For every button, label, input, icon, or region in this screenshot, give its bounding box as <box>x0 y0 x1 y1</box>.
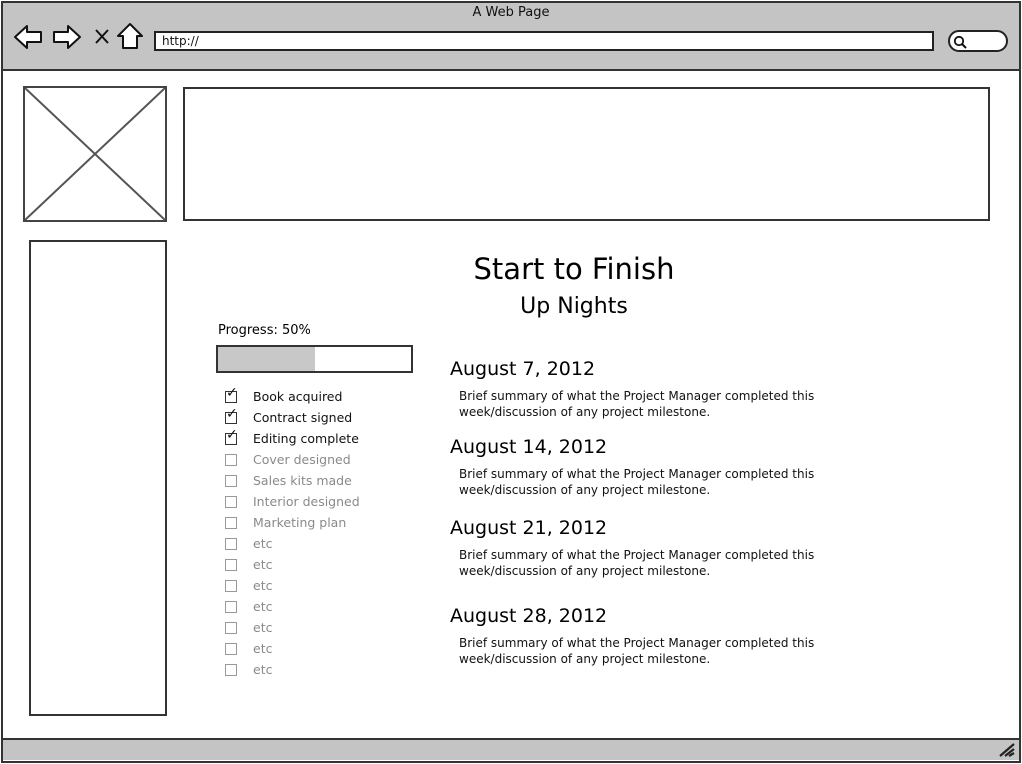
checkbox-unchecked[interactable] <box>225 622 237 634</box>
checklist-item[interactable] <box>222 659 422 680</box>
checklist-item-label: Marketing plan <box>253 515 347 530</box>
entry-summary: Brief summary of what the Project Manager completed this week/discussion of any project milestone. <box>459 467 815 497</box>
checklist-item-label: etc <box>253 641 273 656</box>
close-icon[interactable] <box>94 27 110 45</box>
checkbox-unchecked[interactable] <box>225 538 237 550</box>
image-placeholder-icon <box>25 88 165 220</box>
checklist-item[interactable] <box>222 386 422 407</box>
entry-date: August 14, 2012 <box>450 436 608 458</box>
entry-date: August 21, 2012 <box>450 517 608 539</box>
checkbox-unchecked[interactable] <box>225 475 237 487</box>
checklist-item[interactable] <box>222 491 422 512</box>
checkmark-icon: ✓ <box>226 405 238 422</box>
checklist-item[interactable] <box>222 575 422 596</box>
window-title: A Web Page <box>472 5 550 20</box>
page-subtitle: Up Nights <box>520 294 628 319</box>
checklist-item-label: etc <box>253 557 273 572</box>
status-bar <box>3 738 1019 760</box>
checklist-item[interactable] <box>222 554 422 575</box>
checklist-item-label: Sales kits made <box>253 473 352 488</box>
checklist-item[interactable] <box>222 428 422 449</box>
entry-summary: Brief summary of what the Project Manager completed this week/discussion of any project milestone. <box>459 636 815 666</box>
checklist-item-label: Book acquired <box>253 389 343 404</box>
progress-bar <box>216 345 413 373</box>
checkbox-unchecked[interactable] <box>225 454 237 466</box>
checklist-item-label: etc <box>253 662 273 677</box>
progress-bar-fill <box>218 347 315 371</box>
entry-date: August 28, 2012 <box>450 605 608 627</box>
checkbox-checked[interactable] <box>225 384 238 403</box>
home-icon[interactable] <box>116 22 144 50</box>
checklist-item-label: Interior designed <box>253 494 360 509</box>
entry-summary: Brief summary of what the Project Manager completed this week/discussion of any project milestone. <box>459 389 815 419</box>
milestone-checklist <box>222 386 422 680</box>
checklist-item[interactable] <box>222 512 422 533</box>
url-input[interactable]: http:// <box>154 31 934 51</box>
checklist-item[interactable] <box>222 533 422 554</box>
checklist-item[interactable] <box>222 638 422 659</box>
checkbox-unchecked[interactable] <box>225 496 237 508</box>
checkbox-unchecked[interactable] <box>225 664 237 676</box>
page-title: Start to Finish <box>473 252 675 286</box>
checklist-item[interactable] <box>222 449 422 470</box>
checkbox-unchecked[interactable] <box>225 601 237 613</box>
header-banner <box>183 87 990 221</box>
checklist-item-label: Contract signed <box>253 410 353 425</box>
search-field[interactable] <box>948 30 1008 52</box>
checkmark-icon: ✓ <box>226 426 238 443</box>
checklist-item-label: Editing complete <box>253 431 359 446</box>
checklist-item-label: etc <box>253 620 273 635</box>
checklist-item-label: etc <box>253 536 273 551</box>
checkbox-unchecked[interactable] <box>225 580 237 592</box>
progress-label: Progress: 50% <box>218 323 311 338</box>
search-icon <box>953 34 967 48</box>
entry-summary: Brief summary of what the Project Manager completed this week/discussion of any project milestone. <box>459 548 815 578</box>
arrow-right-icon[interactable] <box>52 24 82 50</box>
checkbox-checked[interactable] <box>225 405 238 424</box>
entry-date: August 7, 2012 <box>450 358 596 380</box>
checkbox-unchecked[interactable] <box>225 643 237 655</box>
resize-grip-icon[interactable] <box>998 741 1016 758</box>
arrow-left-icon[interactable] <box>13 24 43 50</box>
checklist-item[interactable] <box>222 596 422 617</box>
checklist-item[interactable] <box>222 470 422 491</box>
checkmark-icon: ✓ <box>226 384 238 401</box>
checklist-item-label: etc <box>253 578 273 593</box>
checklist-item[interactable] <box>222 617 422 638</box>
checkbox-checked[interactable] <box>225 426 238 445</box>
checkbox-unchecked[interactable] <box>225 559 237 571</box>
logo-image-placeholder <box>23 86 167 222</box>
left-sidebar <box>29 240 167 716</box>
checklist-item-label: etc <box>253 599 273 614</box>
checkbox-unchecked[interactable] <box>225 517 237 529</box>
checklist-item[interactable] <box>222 407 422 428</box>
checklist-item-label: Cover designed <box>253 452 351 467</box>
